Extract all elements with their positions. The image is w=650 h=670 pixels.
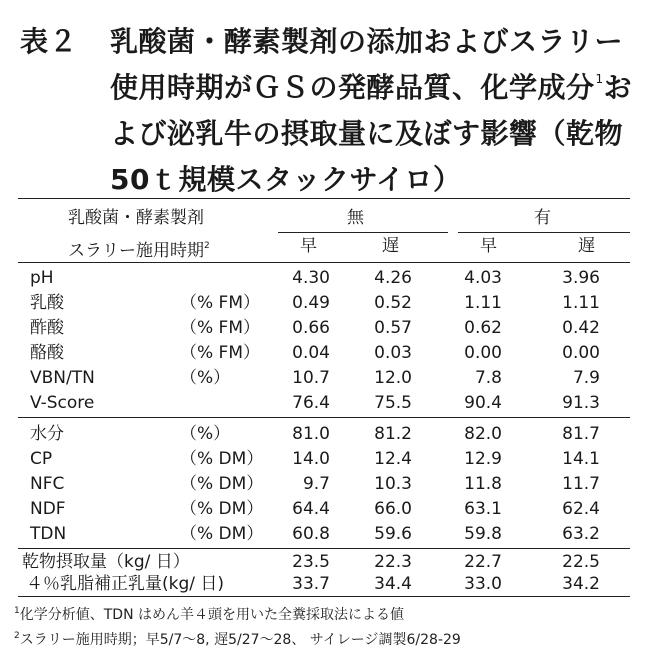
footnote-2: $^2$スラリー施用時期；早5/7～8, 遅5/27～28、 サイレージ調製6/28-29 <box>14 631 461 648</box>
header-group-none: 無 <box>347 208 364 228</box>
header-none-late: 遅 <box>382 236 399 256</box>
title-line-2: 使用時期がＧＳの発酵品質、化学成分$^1$お <box>110 71 633 104</box>
document-page: 表２ 乳酸菌・酵素製剤の添加およびスラリー 使用時期がＧＳの発酵品質、化学成分$^1$お よび泌乳牛の摂取量に及ぼす影響（乾物 50ｔ規模スタックサイロ） 乳酸菌・酵素製剤 無 有 スラリー施用時期$^2$ 早 遅 早 遅 pH 4.30 4.26 4.03 3.96 乳酸 （% FM） 0.49 0.52 1.11 1.11 酢酸 （% FM） 0.66 0.57 0.62 0.42 酪酸 （% FM） 0.04 0.03 0.00 0.00 VBN/TN （%） 10.7 12.0 7.8 7.9 V-Score 76.4 75.5 90.4 91.3 水分 （%） 81.0 81.2 82.0 81.7 CP （% DM） 14.0 12.4 12.9 14.1 NFC （% DM） 9.7 10.3 11.8 11.7 NDF （% DM） 64.4 66.0 63.1 62.4 TDN （% DM） 60.8 59.6 59.8 63.2 乾物摂取量（kg/ 日） 23.5 22.3 22.7 22.5 ４％乳脂補正乳量(kg/ 日) 33.7 34.4 33.0 34.2 $^1$化学分析値、TDN はめん羊４頭を用いた全糞採取法による値 $^2$スラリー施用時期；早5/7～8, 遅5/27～28、 サイレージ調製6/28-29 <box>0 0 650 670</box>
group-with-rule <box>458 232 630 233</box>
section-rule-2 <box>18 548 630 549</box>
group-none-rule <box>278 232 448 233</box>
table-bottom-rule <box>18 596 630 597</box>
header-none-early: 早 <box>300 236 317 256</box>
title-footnote-mark: 1 <box>595 72 604 86</box>
table-top-rule <box>18 198 630 199</box>
header-group-with: 有 <box>534 208 551 228</box>
title-line-4: 50ｔ規模スタックサイロ） <box>110 163 462 196</box>
section-rule-1 <box>18 417 630 418</box>
header-with-early: 早 <box>480 236 497 256</box>
header-with-late: 遅 <box>578 236 595 256</box>
footnote-1: $^1$化学分析値、TDN はめん羊４頭を用いた全糞採取法による値 <box>14 606 404 623</box>
title-line-3: よび泌乳牛の摂取量に及ぼす影響（乾物 <box>110 117 624 150</box>
header-bottom-rule <box>18 262 630 263</box>
header-additive-label: 乳酸菌・酵素製剤 <box>68 208 204 228</box>
table-number: 表２ <box>20 25 79 58</box>
header-timing-label: スラリー施用時期$^2$ <box>68 241 210 261</box>
title-line-1: 乳酸菌・酵素製剤の添加およびスラリー <box>110 25 624 58</box>
